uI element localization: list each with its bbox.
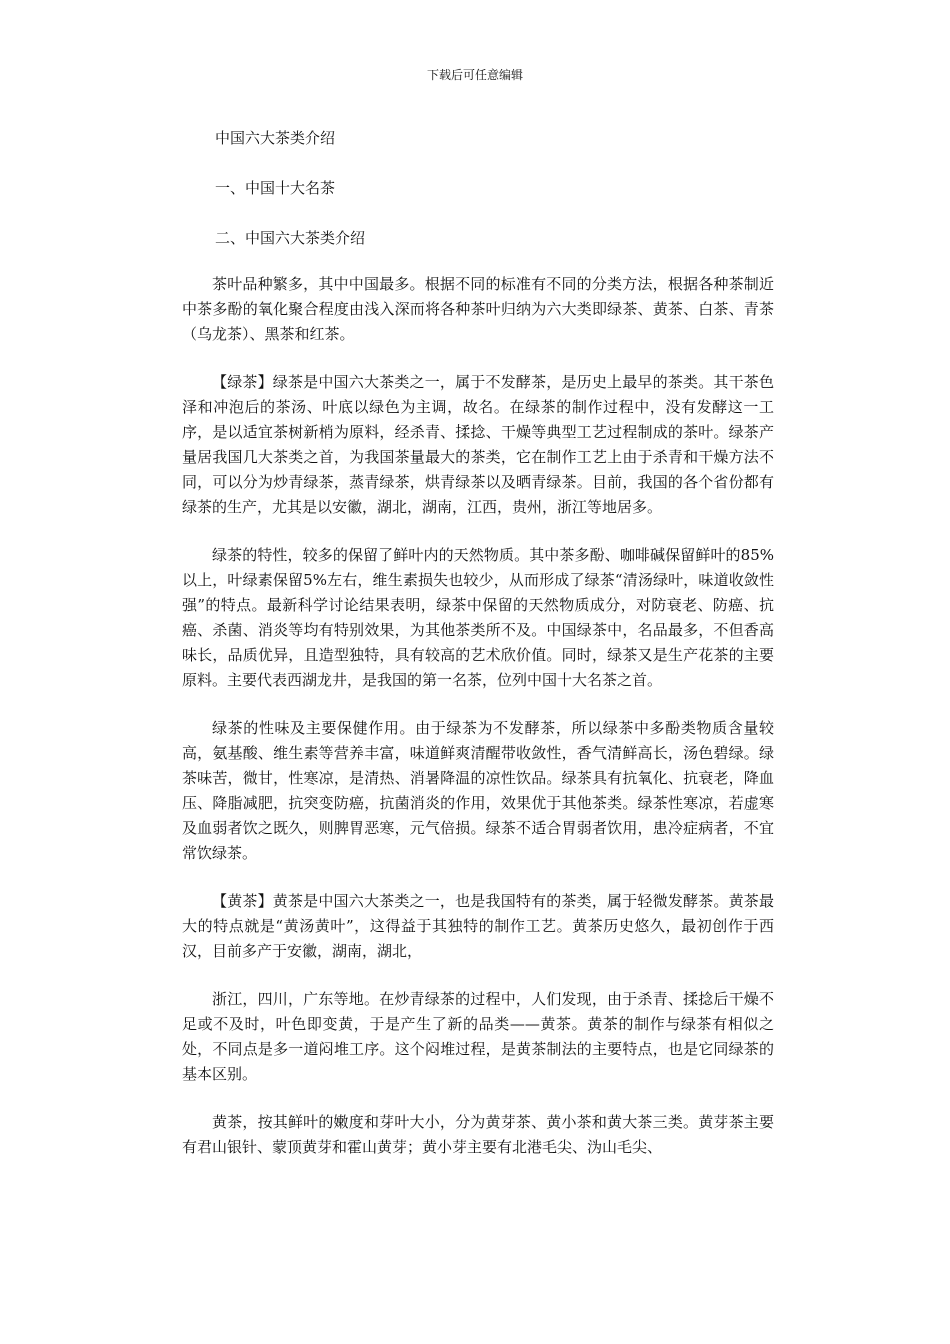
paragraph-yellow-tea: 【黄茶】黄茶是中国六大茶类之一，也是我国特有的茶类，属于轻微发酵茶。黄茶最大的特点就是“黄汤黄叶”，这得益于其独特的制作工艺。黄茶历史悠久，最初创作于西汉，目前多产于安徽，湖南，湖北， xyxy=(182,892,774,960)
paragraph-yellow-tea-types: 黄茶，按其鲜叶的嫩度和芽叶大小，分为黄芽茶、黄小茶和黄大茶三类。黄芽茶主要有君山银针、蒙顶黄芽和霍山黄芽；黄小芽主要有北港毛尖、沩山毛尖、 xyxy=(182,1113,774,1156)
document-body xyxy=(182,126,774,1183)
document-title: 中国六大茶类介绍 xyxy=(215,129,336,147)
header-note: 下载后可任意编辑 xyxy=(426,68,523,82)
section-heading-top-ten-teas: 一、中国十大名茶 xyxy=(215,179,336,197)
paragraph-green-tea: 【绿茶】绿茶是中国六大茶类之一，属于不发酵茶，是历史上最早的茶类。其干茶色泽和冲泡后的茶汤、叶底以绿色为主调，故名。在绿茶的制作过程中，没有发酵这一工序，是以适宜茶树新梢为原料，经杀青、揉捻、干燥等典型工艺过程制成的茶叶。绿茶产量居我国几大茶类之首，为我国茶量最大的茶类，它在制作工艺上由于杀青和干燥方法不同，可以分为炒青绿茶，蒸青绿茶，烘青绿茶以及晒青绿茶。目前，我国的各个省份都有绿茶的生产，尤其是以安徽，湖北，湖南，江西，贵州，浙江等地居多。 xyxy=(182,373,774,516)
paragraph-green-tea-health: 绿茶的性味及主要保健作用。由于绿茶为不发酵茶，所以绿茶中多酚类物质含量较高，氨基酸、维生素等营养丰富，味道鲜爽清醒带收敛性，香气清鲜高长，汤色碧绿。绿茶味苦，微甘，性寒凉，是清热、消暑降温的凉性饮品。绿茶具有抗氧化、抗衰老，降血压、降脂减肥，抗突变防癌，抗菌消炎的作用，效果优于其他茶类。绿茶性寒凉，若虚寒及血弱者饮之既久，则脾胃恶寒，元气倍损。绿茶不适合胃弱者饮用，患冷症病者，不宜常饮绿茶。 xyxy=(182,719,774,862)
paragraph-intro: 茶叶品种繁多，其中中国最多。根据不同的标准有不同的分类方法，根据各种茶制近中茶多酚的氧化聚合程度由浅入深而将各种茶叶归纳为六大类即绿茶、黄茶、白茶、青茶（乌龙茶）、黑茶和红茶。 xyxy=(182,275,774,343)
section-heading-six-tea-types: 二、中国六大茶类介绍 xyxy=(215,229,366,247)
paragraph-yellow-tea-origin: 浙江，四川，广东等地。在炒青绿茶的过程中，人们发现，由于杀青、揉捻后干燥不足或不及时，叶色即变黄，于是产生了新的品类——黄茶。黄茶的制作与绿茶有相似之处，不同点是多一道闷堆工序。这个闷堆过程，是黄茶制法的主要特点，也是它同绿茶的基本区别。 xyxy=(182,990,774,1083)
paragraph-green-tea-properties: 绿茶的特性，较多的保留了鲜叶内的天然物质。其中茶多酚、咖啡碱保留鲜叶的85%以上，叶绿素保留5%左右，维生素损失也较少，从而形成了绿茶“清汤绿叶，味道收敛性强”的特点。最新科学讨论结果表明，绿茶中保留的天然物质成分，对防衰老、防癌、抗癌、杀菌、消炎等均有特别效果，为其他茶类所不及。中国绿茶中，名品最多，不但香高味长，品质优异，且造型独特，具有较高的艺术欣价值。同时，绿茶又是生产花茶的主要原料。主要代表西湖龙井，是我国的第一名茶，位列中国十大名茶之首。 xyxy=(182,546,774,689)
